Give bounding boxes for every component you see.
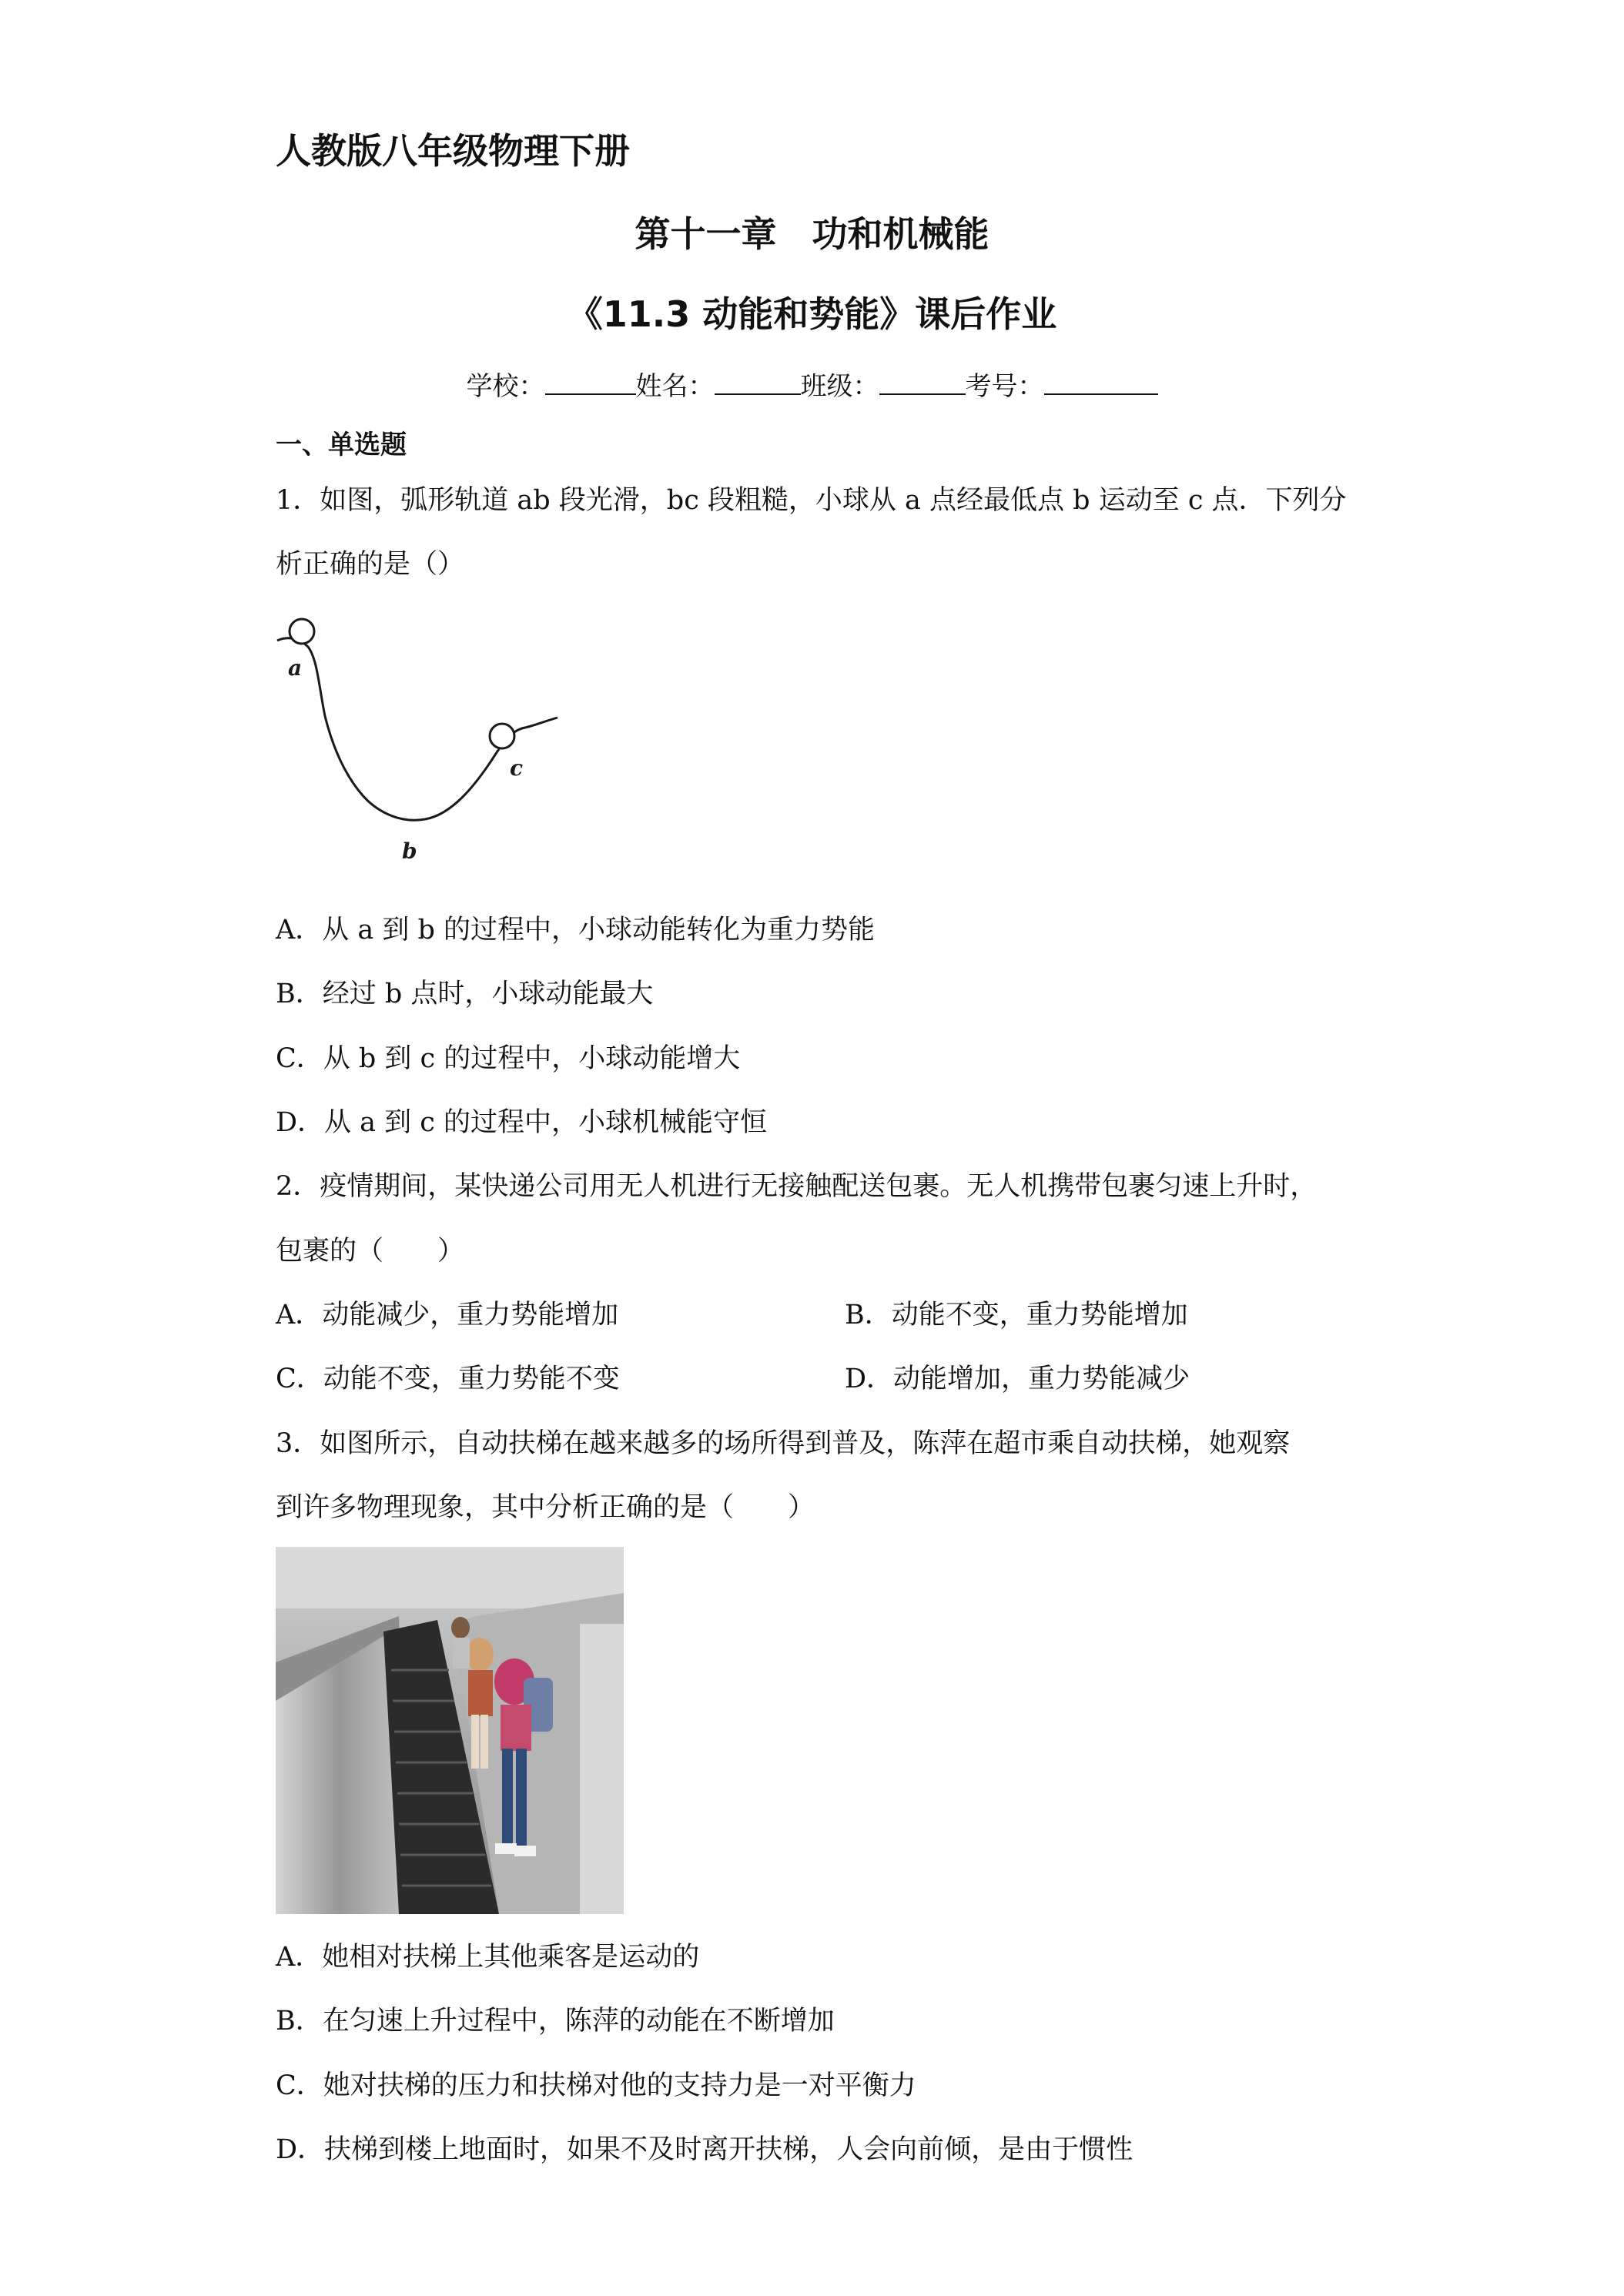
escalator-illustration [276,1547,624,1914]
label-c: c [510,755,524,781]
number-blank[interactable] [1044,370,1158,395]
q2-option-a[interactable]: A．动能减少，重力势能增加 [276,1300,619,1330]
q3-stem-line2: 到许多物理现象，其中分析正确的是（ ） [276,1492,815,1523]
escalator-photo [276,1547,624,1914]
q2-option-b[interactable]: B．动能不变，重力势能增加 [845,1300,1188,1330]
q1-stem-line2: 析正确的是（） [276,549,465,580]
student-info-line [0,365,1624,403]
q3-option-d[interactable]: D．扶梯到楼上地面时，如果不及时离开扶梯，人会向前倾，是由于惯性 [276,2134,1133,2165]
q2-option-c[interactable]: C．动能不变，重力势能不变 [276,1364,620,1394]
school-label: 学校： [466,371,545,402]
q1-stem-line1: 1．如图，弧形轨道 ab 段光滑，bc 段粗糙，小球从 a 点经最低点 b 运动至 c 点．下列分 [276,485,1347,516]
book-title: 人教版八年级物理下册 [276,130,630,172]
name-blank[interactable] [715,370,801,395]
q3-option-b[interactable]: B．在匀速上升过程中，陈萍的动能在不断增加 [276,2006,835,2037]
class-blank[interactable] [879,370,966,395]
track-curve [277,638,558,820]
class-label: 班级： [800,371,879,402]
q2-option-d[interactable]: D．动能增加，重力势能减少 [845,1364,1190,1394]
label-a: a [288,655,303,681]
q3-stem-line1: 3．如图所示，自动扶梯在越来越多的场所得到普及，陈萍在超市乘自动扶梯，她观察 [276,1428,1291,1459]
track-diagram [271,601,579,870]
q1-option-a[interactable]: A．从 a 到 b 的过程中，小球动能转化为重力势能 [276,915,876,946]
q1-option-c[interactable]: C．从 b 到 c 的过程中，小球动能增大 [276,1043,741,1074]
q1-option-b[interactable]: B．经过 b 点时，小球动能最大 [276,979,654,1009]
q3-option-a[interactable]: A．她相对扶梯上其他乘客是运动的 [276,1942,700,1973]
school-blank[interactable] [545,370,636,395]
label-b: b [402,838,417,864]
lesson-title: 《11.3 动能和势能》课后作业 [567,293,1057,335]
q1-option-d[interactable]: D．从 a 到 c 的过程中，小球机械能守恒 [276,1107,768,1138]
section-title: 一、单选题 [276,430,407,460]
ball-at-c [490,724,514,748]
number-label: 考号： [965,371,1044,402]
q3-option-c[interactable]: C．她对扶梯的压力和扶梯对他的支持力是一对平衡力 [276,2070,916,2101]
ball-at-a [290,619,314,644]
q2-stem-line2: 包裹的（ ） [276,1236,465,1267]
chapter-title: 第十一章 功和机械能 [635,213,989,255]
q2-stem-line1: 2．疫情期间，某快递公司用无人机进行无接触配送包裹。无人机携带包裹匀速上升时， [276,1171,1318,1202]
name-label: 姓名： [635,371,715,402]
